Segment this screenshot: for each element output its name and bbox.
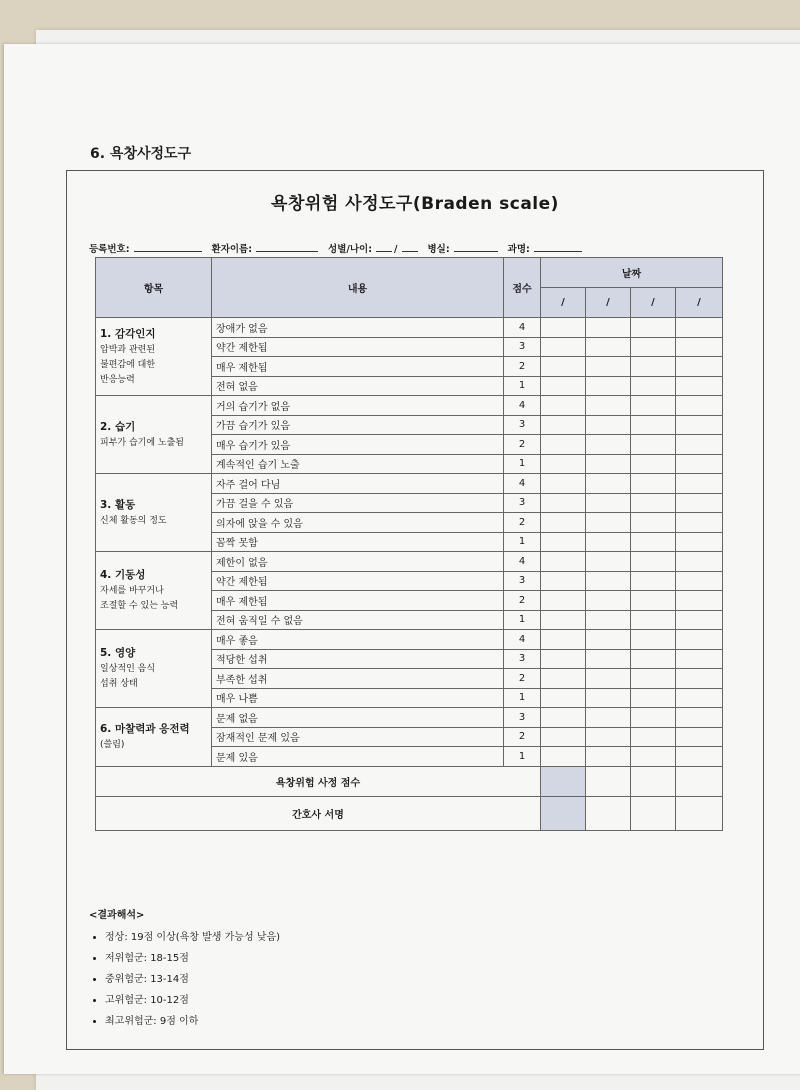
criterion-score: 1	[504, 454, 541, 474]
score-entry-cell[interactable]	[541, 357, 586, 377]
score-entry-cell[interactable]	[541, 649, 586, 669]
score-entry-cell[interactable]	[541, 688, 586, 708]
score-entry-cell[interactable]	[631, 727, 676, 747]
category-name: 4. 기동성	[100, 569, 146, 581]
criterion-text: 가끔 걸을 수 있음	[212, 493, 504, 513]
score-entry-cell[interactable]	[586, 552, 631, 572]
score-entry-cell[interactable]	[586, 630, 631, 650]
score-entry-cell[interactable]	[676, 571, 723, 591]
criterion-score: 3	[504, 337, 541, 357]
category-cell	[96, 474, 212, 552]
score-entry-cell[interactable]	[631, 571, 676, 591]
score-entry-cell[interactable]	[586, 610, 631, 630]
total-entry-cell[interactable]	[676, 766, 723, 796]
signature-entry-cell[interactable]	[541, 796, 586, 830]
category-name: 5. 영양	[100, 647, 136, 659]
score-entry-cell[interactable]	[631, 337, 676, 357]
score-entry-cell[interactable]	[676, 493, 723, 513]
score-entry-cell[interactable]	[541, 318, 586, 338]
criterion-score: 4	[504, 630, 541, 650]
score-entry-cell[interactable]	[676, 376, 723, 396]
reg-no-blank[interactable]	[134, 241, 202, 252]
score-entry-cell[interactable]	[541, 337, 586, 357]
table-row	[96, 708, 723, 728]
header-date: 날짜	[541, 258, 723, 288]
score-entry-cell[interactable]	[631, 376, 676, 396]
form-frame	[66, 170, 764, 1050]
criterion-score: 4	[504, 318, 541, 338]
score-entry-cell[interactable]	[631, 318, 676, 338]
category-cell	[96, 552, 212, 630]
score-entry-cell[interactable]	[631, 474, 676, 494]
score-entry-cell[interactable]	[541, 454, 586, 474]
score-entry-cell[interactable]	[541, 669, 586, 689]
score-entry-cell[interactable]	[586, 669, 631, 689]
criterion-text: 꼼짝 못함	[212, 532, 504, 552]
category-name: 1. 감각인지	[100, 327, 156, 340]
list-item: • 고위험군: 10-12점	[105, 990, 280, 1011]
table-row	[96, 318, 723, 338]
sex-age-separator: /	[394, 244, 398, 255]
interpretation-title: <결과해석>	[89, 910, 145, 921]
score-entry-cell[interactable]	[676, 591, 723, 611]
score-entry-cell[interactable]	[676, 552, 723, 572]
score-entry-cell[interactable]	[586, 708, 631, 728]
criterion-score: 1	[504, 688, 541, 708]
criterion-text: 의자에 앉을 수 있음	[212, 513, 504, 533]
score-entry-cell[interactable]	[676, 318, 723, 338]
criterion-score: 3	[504, 571, 541, 591]
score-entry-cell[interactable]	[586, 376, 631, 396]
category-desc: 자세를 바꾸거나 조절할 수 있는 능력	[100, 586, 179, 611]
criterion-text: 매우 제한됨	[212, 591, 504, 611]
criterion-score: 1	[504, 610, 541, 630]
criterion-score: 2	[504, 435, 541, 455]
total-entry-cell[interactable]	[631, 766, 676, 796]
score-entry-cell[interactable]	[631, 552, 676, 572]
table-row	[96, 552, 723, 572]
score-entry-cell[interactable]	[541, 571, 586, 591]
score-entry-cell[interactable]	[676, 727, 723, 747]
score-entry-cell[interactable]	[631, 630, 676, 650]
list-item: • 최고위험군: 9점 이하	[105, 1011, 280, 1032]
score-entry-cell[interactable]	[586, 727, 631, 747]
score-entry-cell[interactable]	[541, 591, 586, 611]
score-entry-cell[interactable]	[676, 532, 723, 552]
signature-entry-cell[interactable]	[586, 796, 631, 830]
score-entry-cell[interactable]	[541, 727, 586, 747]
signature-row	[96, 796, 723, 830]
criterion-score: 2	[504, 357, 541, 377]
date-slot-1: /	[541, 288, 586, 318]
score-entry-cell[interactable]	[541, 708, 586, 728]
score-entry-cell[interactable]	[676, 337, 723, 357]
score-entry-cell[interactable]	[631, 591, 676, 611]
score-entry-cell[interactable]	[586, 649, 631, 669]
category-desc: 일상적인 음식 섭취 상태	[100, 664, 156, 689]
score-entry-cell[interactable]	[676, 747, 723, 767]
ward-label: 병실:	[427, 244, 450, 255]
score-entry-cell[interactable]	[586, 513, 631, 533]
patient-info-row	[89, 241, 592, 255]
score-entry-cell[interactable]	[586, 435, 631, 455]
score-entry-cell[interactable]	[586, 571, 631, 591]
score-entry-cell[interactable]	[631, 493, 676, 513]
category-cell	[96, 318, 212, 396]
section-title: 6. 욕창사정도구	[90, 146, 192, 162]
criterion-text: 매우 좋음	[212, 630, 504, 650]
score-entry-cell[interactable]	[676, 513, 723, 533]
criterion-score: 2	[504, 727, 541, 747]
category-name: 3. 활동	[100, 498, 136, 511]
category-desc: (쓸림)	[100, 739, 125, 750]
score-entry-cell[interactable]	[586, 493, 631, 513]
criterion-score: 1	[504, 376, 541, 396]
sex-age-label: 성별/나이:	[328, 244, 373, 255]
date-slot-2: /	[586, 288, 631, 318]
score-entry-cell[interactable]	[541, 396, 586, 416]
criterion-text: 자주 걸어 다님	[212, 474, 504, 494]
criterion-text: 전혀 움직일 수 없음	[212, 610, 504, 630]
score-entry-cell[interactable]	[631, 454, 676, 474]
criterion-score: 4	[504, 396, 541, 416]
score-entry-cell[interactable]	[586, 688, 631, 708]
criterion-score: 1	[504, 747, 541, 767]
signature-entry-cell[interactable]	[676, 796, 723, 830]
score-entry-cell[interactable]	[586, 747, 631, 767]
total-entry-cell[interactable]	[541, 766, 586, 796]
criterion-score: 2	[504, 669, 541, 689]
score-entry-cell[interactable]	[676, 454, 723, 474]
criterion-text: 부족한 섭취	[212, 669, 504, 689]
score-entry-cell[interactable]	[631, 610, 676, 630]
criterion-text: 적당한 섭취	[212, 649, 504, 669]
patient-name-blank[interactable]	[256, 241, 318, 252]
table-row	[96, 630, 723, 650]
reg-no-label: 등록번호:	[89, 244, 130, 255]
date-slot-3: /	[631, 288, 676, 318]
list-item: • 중위험군: 13-14점	[105, 969, 280, 990]
score-entry-cell[interactable]	[631, 747, 676, 767]
category-cell	[96, 708, 212, 767]
score-entry-cell[interactable]	[631, 513, 676, 533]
score-entry-cell[interactable]	[541, 493, 586, 513]
score-entry-cell[interactable]	[631, 688, 676, 708]
score-entry-cell[interactable]	[541, 610, 586, 630]
ward-blank[interactable]	[454, 241, 498, 252]
score-entry-cell[interactable]	[541, 513, 586, 533]
score-entry-cell[interactable]	[676, 415, 723, 435]
patient-name-label: 환자이름:	[211, 244, 253, 255]
score-entry-cell[interactable]	[631, 708, 676, 728]
score-entry-cell[interactable]	[586, 357, 631, 377]
score-entry-cell[interactable]	[541, 376, 586, 396]
criterion-score: 4	[504, 474, 541, 494]
criterion-text: 약간 제한됨	[212, 571, 504, 591]
criterion-text: 장애가 없음	[212, 318, 504, 338]
score-entry-cell[interactable]	[631, 396, 676, 416]
total-entry-cell[interactable]	[586, 766, 631, 796]
score-entry-cell[interactable]	[676, 474, 723, 494]
score-entry-cell[interactable]	[541, 532, 586, 552]
score-entry-cell[interactable]	[631, 435, 676, 455]
score-entry-cell[interactable]	[676, 688, 723, 708]
score-entry-cell[interactable]	[586, 337, 631, 357]
criterion-text: 매우 제한됨	[212, 357, 504, 377]
criterion-score: 2	[504, 591, 541, 611]
criterion-score: 1	[504, 532, 541, 552]
total-score-label: 욕창위험 사정 점수	[96, 766, 541, 796]
score-entry-cell[interactable]	[586, 474, 631, 494]
list-item: • 정상: 19점 이상(욕창 발생 가능성 낮음)	[105, 927, 280, 948]
score-entry-cell[interactable]	[586, 396, 631, 416]
table-row	[96, 396, 723, 416]
age-blank[interactable]	[402, 241, 418, 252]
score-entry-cell[interactable]	[676, 610, 723, 630]
score-entry-cell[interactable]	[541, 474, 586, 494]
header-content: 내용	[212, 258, 504, 318]
criterion-text: 매우 나쁨	[212, 688, 504, 708]
list-item: • 저위험군: 18-15점	[105, 948, 280, 969]
score-entry-cell[interactable]	[586, 454, 631, 474]
date-slot-4: /	[676, 288, 723, 318]
score-entry-cell[interactable]	[541, 552, 586, 572]
criterion-text: 거의 습기가 없음	[212, 396, 504, 416]
total-score-row	[96, 766, 723, 796]
score-entry-cell[interactable]	[631, 415, 676, 435]
form-title: 욕창위험 사정도구(Braden scale)	[271, 194, 559, 214]
category-name: 6. 마찰력과 응전력	[100, 722, 190, 735]
score-entry-cell[interactable]	[676, 630, 723, 650]
criterion-text: 문제 없음	[212, 708, 504, 728]
score-entry-cell[interactable]	[631, 532, 676, 552]
score-entry-cell[interactable]	[541, 435, 586, 455]
sex-blank[interactable]	[376, 241, 392, 252]
signature-entry-cell[interactable]	[631, 796, 676, 830]
criterion-score: 3	[504, 649, 541, 669]
braden-table	[95, 257, 723, 831]
score-entry-cell[interactable]	[631, 649, 676, 669]
table-row	[96, 474, 723, 494]
score-entry-cell[interactable]	[676, 357, 723, 377]
score-entry-cell[interactable]	[676, 396, 723, 416]
dept-blank[interactable]	[534, 241, 582, 252]
interpretation-section	[89, 906, 280, 1032]
interpretation-list	[89, 927, 280, 1032]
criterion-text: 계속적인 습기 노출	[212, 454, 504, 474]
score-entry-cell[interactable]	[586, 318, 631, 338]
category-cell	[96, 630, 212, 708]
category-name: 2. 습기	[100, 420, 136, 433]
signature-label: 간호사 서명	[96, 796, 541, 830]
score-entry-cell[interactable]	[586, 415, 631, 435]
category-desc: 압박과 관련된 불편감에 대한 반응능력	[100, 344, 156, 385]
criterion-score: 2	[504, 513, 541, 533]
score-entry-cell[interactable]	[586, 532, 631, 552]
category-desc: 신체 활동의 정도	[100, 515, 167, 526]
criterion-score: 4	[504, 552, 541, 572]
criterion-score: 3	[504, 493, 541, 513]
criterion-text: 전혀 없음	[212, 376, 504, 396]
score-entry-cell[interactable]	[541, 747, 586, 767]
category-cell	[96, 396, 212, 474]
score-entry-cell[interactable]	[631, 669, 676, 689]
header-score: 점수	[504, 258, 541, 318]
criterion-score: 3	[504, 708, 541, 728]
criterion-text: 약간 제한됨	[212, 337, 504, 357]
score-entry-cell[interactable]	[541, 630, 586, 650]
criterion-text: 매우 습기가 있음	[212, 435, 504, 455]
score-entry-cell[interactable]	[631, 357, 676, 377]
criterion-text: 문제 있음	[212, 747, 504, 767]
score-entry-cell[interactable]	[676, 435, 723, 455]
criterion-text: 잠재적인 문제 있음	[212, 727, 504, 747]
criterion-text: 제한이 없음	[212, 552, 504, 572]
score-entry-cell[interactable]	[541, 415, 586, 435]
header-item: 항목	[96, 258, 212, 318]
score-entry-cell[interactable]	[676, 649, 723, 669]
category-desc: 피부가 습기에 노출됨	[100, 437, 184, 448]
score-entry-cell[interactable]	[676, 708, 723, 728]
criterion-text: 가끔 습기가 있음	[212, 415, 504, 435]
score-entry-cell[interactable]	[676, 669, 723, 689]
score-entry-cell[interactable]	[586, 591, 631, 611]
criterion-score: 3	[504, 415, 541, 435]
dept-label: 과명:	[507, 244, 530, 255]
